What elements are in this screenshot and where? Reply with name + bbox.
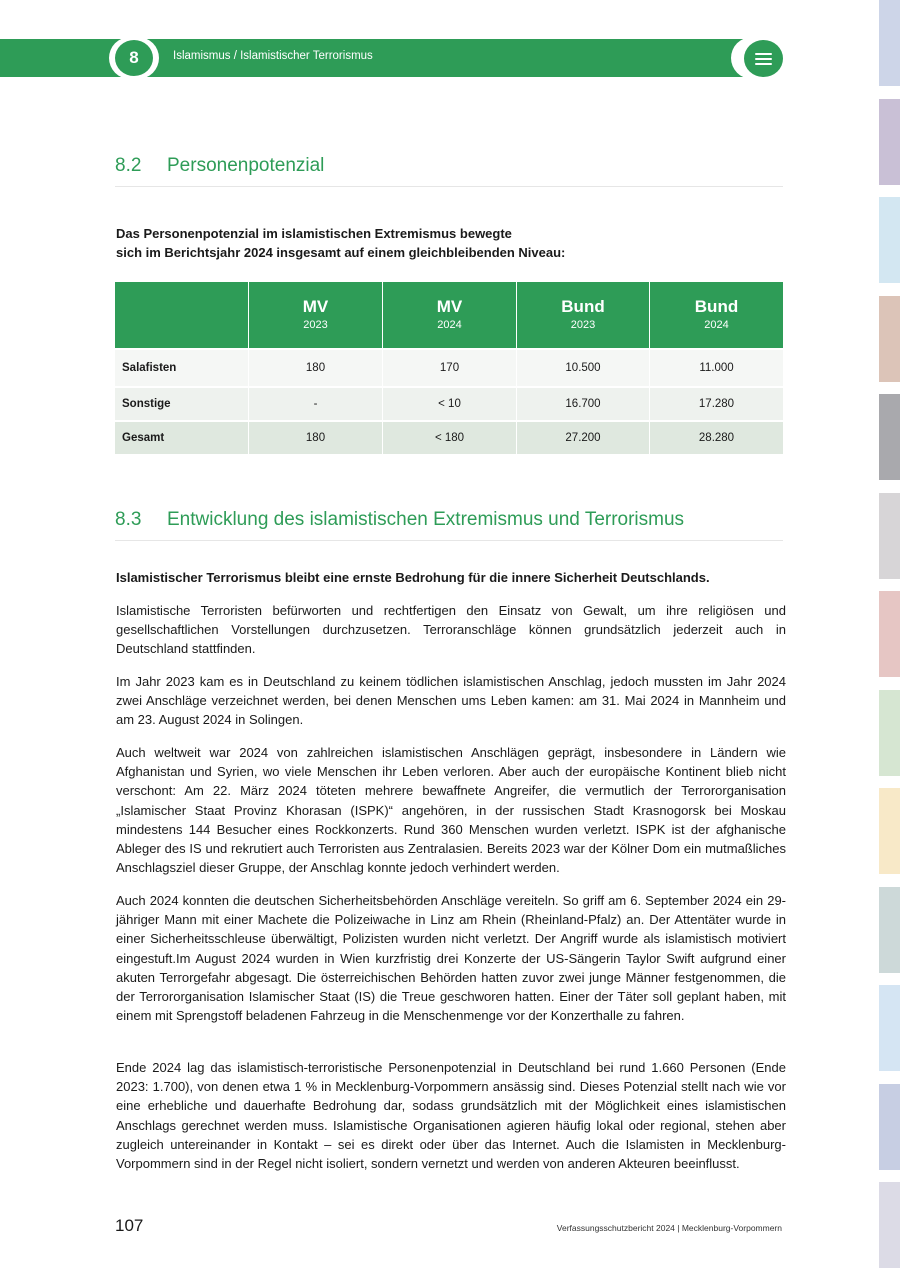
chapter-side-tab[interactable] — [879, 493, 900, 579]
table-cell: 180 — [248, 348, 382, 386]
page-number: 107 — [115, 1216, 144, 1235]
table-row — [115, 348, 783, 386]
table-cell: < 10 — [382, 386, 516, 420]
section-title: Personenpotenzial — [167, 155, 325, 176]
section-number: 8.3 — [115, 509, 142, 530]
table-cell: 17.280 — [649, 386, 783, 420]
table-cell: 16.700 — [516, 386, 649, 420]
table-header-row — [115, 282, 783, 348]
table-cell: 10.500 — [516, 348, 649, 386]
table-row — [115, 420, 783, 454]
table-cell: < 180 — [382, 420, 516, 454]
section-lead: Islamistischer Terrorismus bleibt eine ernste Bedrohung für die innere Sicherheit Deutschlands. — [116, 570, 710, 585]
chapter-side-tab[interactable] — [879, 591, 900, 677]
table-intro — [116, 224, 776, 262]
paragraph: Auch 2024 konnten die deutschen Sicherheitsbehörden Anschläge vereiteln. So griff am 6. September 2024 ein 29-jähriger Mann mit einer Machete die Polizeiwache in Linz am Rhein (Rheinland-Pfalz) an. Der Attentäter wurde in einer Sicherheitsschleuse überwältigt, Polizisten wurden nicht verletzt. Der Angriff wurde als islamistisch motiviert eingestuft.Im August 2024 wurden in Wien kurzfristig drei Konzerte der US-Sängerin Taylor Swift aufgrund einer akuten Terrorgefahr abgesagt. Die österreichischen Behörden hatten zuvor zwei junge Männer festgenommen, die der Terrororganisation Islamischer Staat (IS) die Treue geschworen hatten. Einer der Täter soll geplant haben, mit einem mit Sprengstoff beladenen Fahrzeug in die Menschenmenge vor der Konzerthalle zu fahren. — [116, 893, 786, 1024]
table-header-cell: Bund 2023 — [516, 282, 649, 348]
chapter-side-tab[interactable] — [879, 394, 900, 480]
chapter-side-tab[interactable] — [879, 985, 900, 1071]
chapter-side-tab[interactable] — [879, 788, 900, 874]
chapter-side-tab[interactable] — [879, 887, 900, 973]
table-cell: 28.280 — [649, 420, 783, 454]
section-heading-8-2 — [115, 155, 783, 187]
chapter-side-tab[interactable] — [879, 1084, 900, 1170]
menu-line — [755, 63, 772, 65]
intro-line: sich im Berichtsjahr 2024 insgesamt auf einem gleichbleibenden Niveau: — [116, 245, 566, 260]
chapter-side-tab[interactable] — [879, 99, 900, 185]
row-label: Gesamt — [115, 420, 248, 454]
table-header-empty — [115, 282, 248, 348]
chapter-side-tab[interactable] — [879, 0, 900, 86]
row-label: Salafisten — [115, 348, 248, 386]
table-cell: 27.200 — [516, 420, 649, 454]
paragraph: Auch weltweit war 2024 von zahlreichen islamistischen Anschlägen geprägt, insbesondere in Ländern wie Afghanistan und Syrien, wo viele Menschen ihr Leben verloren. Aber auch der europäische Kontinent blieb nicht verschont: Am 22. März 2024 töteten mehrere bewaffnete Angreifer, die vermutlich der Terrororganisation „Islamischer Staat Provinz Khorasan (ISPK)“ angehören, in der russischen Stadt Krasnogorsk bei Moskau mindestens 144 Besucher eines Rockkonzerts. Rund 360 Menschen wurden verletzt. ISPK ist der afghanische Ableger des IS und rekrutiert auch Terroristen aus Zentralasien. Bereits 2023 war der Kölner Dom ein mutmaßliches Anschlagsziel dieser Gruppe, der Anschlag konnte jedoch verhindert werden. — [116, 745, 786, 876]
chapter-side-tab[interactable] — [879, 197, 900, 283]
section-heading-8-3 — [115, 509, 783, 541]
table-header-cell: Bund 2024 — [649, 282, 783, 348]
table-cell: 180 — [248, 420, 382, 454]
chapter-number-badge[interactable]: 8 — [115, 40, 153, 76]
paragraph: Im Jahr 2023 kam es in Deutschland zu keinem tödlichen islamistischen Anschlag, jedoch mussten im Jahr 2024 zwei Anschläge verzeichnet werden, bei denen Menschen ums Leben kamen: am 31. Mai 2024 in Mannheim und am 23. August 2024 in Solingen. — [116, 674, 786, 728]
table-cell: 170 — [382, 348, 516, 386]
table-cell: 11.000 — [649, 348, 783, 386]
table-cell: - — [248, 386, 382, 420]
paragraph: Islamistische Terroristen befürworten und rechtfertigen den Einsatz von Gewalt, um ihre religiösen und gesellschaftlichen Vorstellungen durchzusetzen. Terroranschläge können grundsätzlich jederzeit auch in Deutschland stattfinden. — [116, 603, 786, 657]
table-row — [115, 386, 783, 420]
table-header-cell: MV 2023 — [248, 282, 382, 348]
paragraph: Ende 2024 lag das islamistisch-terroristische Personenpotenzial in Deutschland bei rund 1.660 Personen (Ende 2023: 1.700), von denen etwa 1 % in Mecklenburg-Vorpommern ansässig sind. Dieses Potenzial stellt nach wie vor eine erhebliche und dauerhafte Bedrohung dar, sodass grundsätzlich mit der Möglichkeit eines islamistischen Anschlags gerechnet werden muss. Islamistische Organisationen agieren häufig lokal oder regional, stehen aber zugleich untereinander in Kontakt – sei es direkt oder über das Internet. Auch die Islamisten in Mecklenburg-Vorpommern sind in der Regel nicht isoliert, sondern vernetzt und werden von anderen Akteuren beeinflusst. — [116, 1060, 786, 1172]
intro-line: Das Personenpotenzial im islamistischen Extremismus bewegte — [116, 226, 512, 241]
table-header-cell: MV 2024 — [382, 282, 516, 348]
row-label: Sonstige — [115, 386, 248, 420]
chapter-title: Islamismus / Islamistischer Terrorismus — [173, 50, 373, 62]
menu-line — [755, 53, 772, 55]
section-number: 8.2 — [115, 155, 142, 176]
hamburger-menu-icon[interactable] — [744, 40, 783, 77]
chapter-side-tab[interactable] — [879, 1182, 900, 1268]
menu-line — [755, 58, 772, 60]
chapter-side-tab[interactable] — [879, 296, 900, 382]
footer-text: Verfassungsschutzbericht 2024 | Mecklenburg-Vorpommern — [556, 1223, 782, 1233]
chapter-side-tab[interactable] — [879, 690, 900, 776]
section-title: Entwicklung des islamistischen Extremismus und Terrorismus — [167, 509, 685, 530]
personenpotenzial-table — [115, 282, 783, 454]
